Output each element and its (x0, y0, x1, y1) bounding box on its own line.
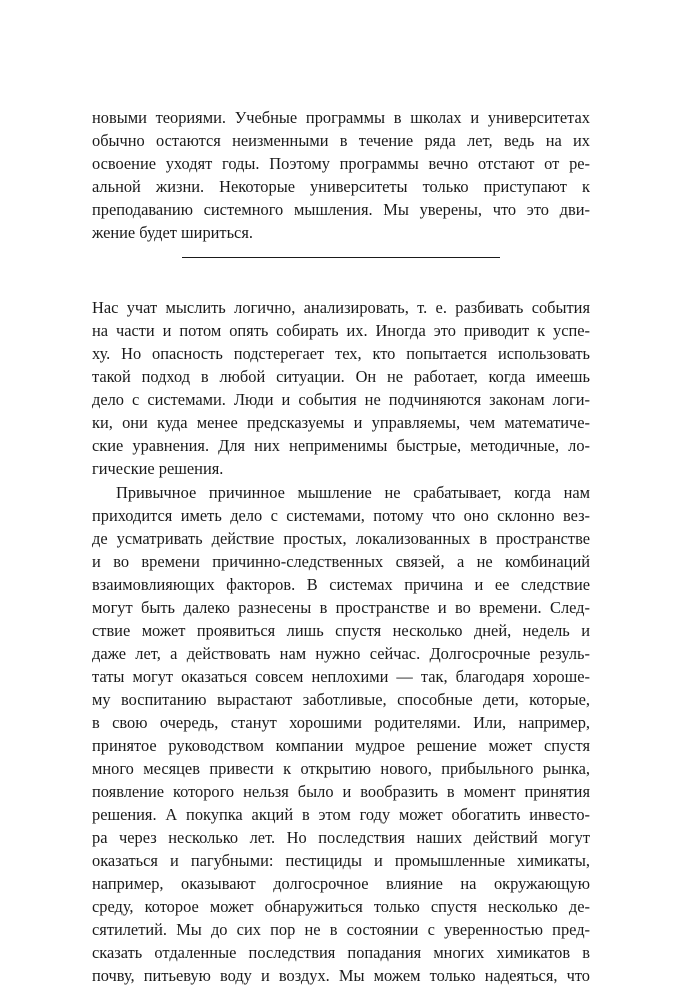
text-line: такой подход в любой ситуации. Он не работает, когда имеешь (92, 367, 590, 386)
text-line: освоение уходят годы. Поэтому программы вечно отстают от ре- (92, 154, 590, 173)
text-line: му воспитанию вырастают заботливые, способные дети, которые, (92, 690, 590, 709)
text-line: ра через несколько лет. Но последствия наших действий могут (92, 828, 590, 847)
text-line: обычно остаются неизменными в течение ряда лет, ведь на их (92, 131, 590, 150)
text-line: среду, которое может обнаружиться только спустя несколько де- (92, 897, 590, 916)
text-line: Нас учат мыслить логично, анализировать, т. е. разбивать события (92, 298, 590, 317)
text-line: на части и потом опять собирать их. Иногда это приводит к успе- (92, 321, 590, 340)
text-line: преподаванию системного мышления. Мы уверены, что это дви- (92, 200, 590, 219)
text-line: принятое руководством компании мудрое решение может спустя (92, 736, 590, 755)
text-line: ху. Но опасность подстерегает тех, кто попытается использовать (92, 344, 590, 363)
text-line: сятилетий. Мы до сих пор не в состоянии с уверенностью пред- (92, 920, 590, 939)
text-line: Привычное причинное мышление не срабатывает, когда нам (116, 483, 590, 502)
text-line: решения. А покупка акций в этом году может обогатить инвесто- (92, 805, 590, 824)
text-line: ские уравнения. Для них неприменимы быстрые, методичные, ло- (92, 436, 590, 455)
text-line: приходится иметь дело с системами, потому что оно склонно вез- (92, 506, 590, 525)
text-line: ствие может проявиться лишь спустя несколько дней, недель и (92, 621, 590, 640)
text-line: могут быть далеко разнесены в пространстве и во времени. След- (92, 598, 590, 617)
text-line: дело с системами. Люди и события не подчиняются законам логи- (92, 390, 590, 409)
text-line: даже лет, а действовать нам нужно сейчас. Долгосрочные резуль- (92, 644, 590, 663)
text-line: много месяцев привести к открытию нового, прибыльного рынка, (92, 759, 590, 778)
text-line: почву, питьевую воду и воздух. Мы можем только надеяться, что (92, 966, 590, 985)
text-line: таты могут оказаться совсем неплохими — так, благодаря хороше- (92, 667, 590, 686)
text-line: в свою очередь, станут хорошими родителями. Или, например, (92, 713, 590, 732)
text-line: гические решения. (92, 459, 224, 478)
text-line: например, оказывают долгосрочное влияние на окружающую (92, 874, 590, 893)
text-line: де усматривать действие простых, локализованных в пространстве (92, 529, 590, 548)
text-line: появление которого нельзя было и вообразить в момент принятия (92, 782, 590, 801)
text-line: взаимовлияющих факторов. В системах причина и ее следствие (92, 575, 590, 594)
text-line: альной жизни. Некоторые университеты только приступают к (92, 177, 590, 196)
text-line: сказать отдаленные последствия попадания многих химикатов в (92, 943, 590, 962)
text-line: оказаться и пагубными: пестициды и промышленные химикаты, (92, 851, 590, 870)
text-line: жение будет шириться. (92, 223, 253, 242)
text-line: и во времени причинно-следственных связей, а не комбинаций (92, 552, 590, 571)
text-line: ки, они куда менее предсказуемы и управляемы, чем математиче- (92, 413, 590, 432)
section-divider (182, 257, 500, 258)
text-line: новыми теориями. Учебные программы в школах и университетах (92, 108, 590, 127)
